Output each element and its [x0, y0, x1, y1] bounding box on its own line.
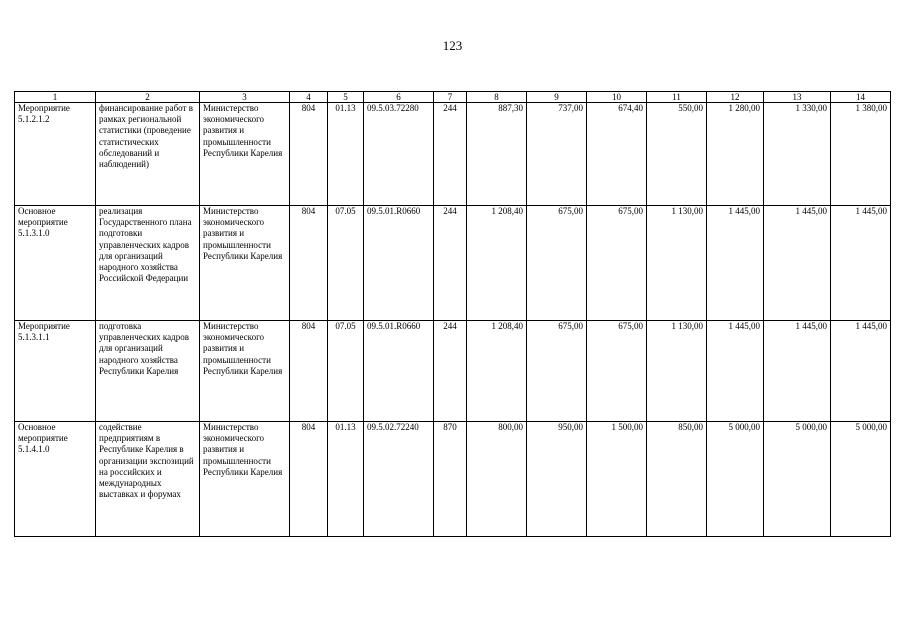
amount-cell: 737,00 [527, 103, 587, 206]
table-row [15, 321, 891, 422]
column-header: 11 [647, 92, 707, 103]
target-article-cell: 09.5.02.72240 [364, 422, 434, 537]
amount-cell: 1 445,00 [764, 206, 831, 321]
header-row [15, 92, 891, 103]
amount-cell: 675,00 [587, 206, 647, 321]
amount-cell: 5 000,00 [707, 422, 764, 537]
amount-cell: 850,00 [647, 422, 707, 537]
amount-cell: 674,40 [587, 103, 647, 206]
table-row [15, 103, 891, 206]
column-header: 13 [764, 92, 831, 103]
target-article-cell: 09.5.03.72280 [364, 103, 434, 206]
amount-cell: 1 208,40 [467, 321, 527, 422]
amount-cell: 1 130,00 [647, 321, 707, 422]
expense-type-cell: 244 [434, 321, 467, 422]
grbs-cell: 804 [290, 321, 328, 422]
amount-cell: 1 330,00 [764, 103, 831, 206]
measure-description-cell: реализация Государственного плана подготовки управленческих кадров для организаций народного хозяйства Российской Федерации [96, 206, 200, 321]
amount-cell: 887,30 [467, 103, 527, 206]
column-header: 3 [200, 92, 290, 103]
column-header: 5 [328, 92, 364, 103]
amount-cell: 1 280,00 [707, 103, 764, 206]
grbs-cell: 804 [290, 422, 328, 537]
section-cell: 01.13 [328, 103, 364, 206]
column-header: 4 [290, 92, 328, 103]
table-row [15, 206, 891, 321]
measure-code-cell: Мероприятие 5.1.2.1.2 [15, 103, 96, 206]
expense-type-cell: 244 [434, 206, 467, 321]
amount-cell: 5 000,00 [764, 422, 831, 537]
amount-cell: 1 445,00 [707, 206, 764, 321]
column-header: 8 [467, 92, 527, 103]
amount-cell: 1 445,00 [831, 321, 891, 422]
amount-cell: 950,00 [527, 422, 587, 537]
target-article-cell: 09.5.01.R0660 [364, 321, 434, 422]
executor-cell: Министерство экономического развития и промышленности Республики Карелия [200, 321, 290, 422]
amount-cell: 675,00 [587, 321, 647, 422]
measure-code-cell: Мероприятие 5.1.3.1.1 [15, 321, 96, 422]
measure-description-cell: финансирование работ в рамках региональной статистики (проведение статистических обследований и наблюдений) [96, 103, 200, 206]
amount-cell: 1 380,00 [831, 103, 891, 206]
amount-cell: 800,00 [467, 422, 527, 537]
column-header: 1 [15, 92, 96, 103]
measure-description-cell: подготовка управленческих кадров для организаций народного хозяйства Республики Карелия [96, 321, 200, 422]
executor-cell: Министерство экономического развития и промышленности Республики Карелия [200, 103, 290, 206]
target-article-cell: 09.5.01.R0660 [364, 206, 434, 321]
amount-cell: 675,00 [527, 321, 587, 422]
executor-cell: Министерство экономического развития и промышленности Республики Карелия [200, 206, 290, 321]
table-row [15, 422, 891, 537]
column-header: 14 [831, 92, 891, 103]
section-cell: 07.05 [328, 321, 364, 422]
budget-table [14, 91, 891, 537]
column-header: 9 [527, 92, 587, 103]
column-header: 2 [96, 92, 200, 103]
expense-type-cell: 244 [434, 103, 467, 206]
grbs-cell: 804 [290, 206, 328, 321]
grbs-cell: 804 [290, 103, 328, 206]
column-header: 7 [434, 92, 467, 103]
amount-cell: 1 445,00 [831, 206, 891, 321]
amount-cell: 1 445,00 [764, 321, 831, 422]
expense-type-cell: 870 [434, 422, 467, 537]
measure-description-cell: содействие предприятиям в Республике Карелия в организации экспозиций на российских и международных выставках и форумах [96, 422, 200, 537]
amount-cell: 1 500,00 [587, 422, 647, 537]
executor-cell: Министерство экономического развития и промышленности Республики Карелия [200, 422, 290, 537]
amount-cell: 1 445,00 [707, 321, 764, 422]
amount-cell: 5 000,00 [831, 422, 891, 537]
amount-cell: 675,00 [527, 206, 587, 321]
measure-code-cell: Основное мероприятие 5.1.4.1.0 [15, 422, 96, 537]
column-header: 6 [364, 92, 434, 103]
column-header: 10 [587, 92, 647, 103]
amount-cell: 1 130,00 [647, 206, 707, 321]
column-header: 12 [707, 92, 764, 103]
measure-code-cell: Основное мероприятие 5.1.3.1.0 [15, 206, 96, 321]
section-cell: 07.05 [328, 206, 364, 321]
amount-cell: 1 208,40 [467, 206, 527, 321]
amount-cell: 550,00 [647, 103, 707, 206]
section-cell: 01.13 [328, 422, 364, 537]
page-number: 123 [442, 38, 463, 53]
